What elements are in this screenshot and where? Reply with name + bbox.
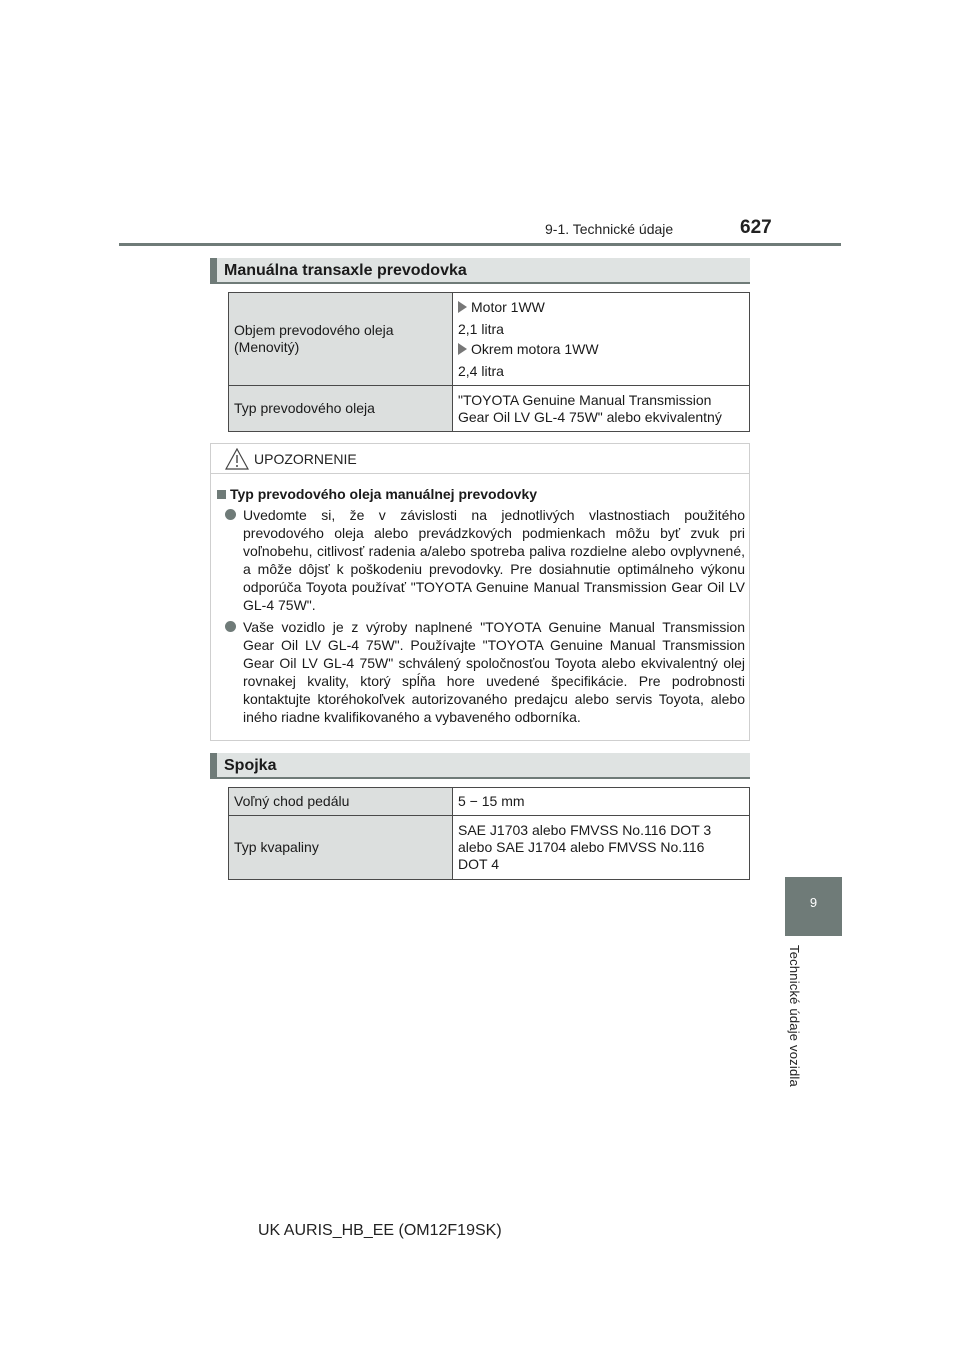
table-value-cell xyxy=(453,816,750,880)
table-label-cell: Typ kvapaliny xyxy=(229,816,453,880)
table-value-cell: 5 − 15 mm xyxy=(453,788,750,816)
chapter-tab[interactable] xyxy=(785,877,842,936)
engine-item xyxy=(458,298,744,316)
label-text: (Menovitý) xyxy=(234,339,300,355)
header-divider xyxy=(119,243,841,246)
table-value-cell xyxy=(453,386,750,432)
table-row xyxy=(229,386,750,432)
caution-bullet xyxy=(225,618,745,726)
document-code: UK AURIS_HB_EE (OM12F19SK) xyxy=(258,1222,502,1239)
table-row xyxy=(229,293,750,386)
caution-header xyxy=(211,444,749,474)
value-text: DOT 4 xyxy=(458,856,499,872)
chapter-label: Technické údaje vozidla xyxy=(787,945,802,1087)
table-label-cell: Voľný chod pedálu xyxy=(229,788,453,816)
capacity-value: 2,4 litra xyxy=(458,363,504,379)
caution-box xyxy=(210,443,750,741)
caution-subtitle xyxy=(217,486,537,502)
transmission-spec-table xyxy=(228,292,750,432)
engine-label: Okrem motora 1WW xyxy=(471,341,599,357)
section-heading-text: Spojka xyxy=(224,757,277,774)
table-value-cell xyxy=(453,293,750,386)
caution-title: UPOZORNENIE xyxy=(254,451,357,467)
bullet-dot-icon xyxy=(225,621,236,632)
chapter-number: 9 xyxy=(809,895,818,910)
triangle-bullet-icon xyxy=(458,343,467,355)
label-text: Objem prevodového oleja xyxy=(234,322,394,338)
value-text: Gear Oil LV GL-4 75W" alebo ekvivalentný xyxy=(458,408,722,425)
table-row xyxy=(229,816,750,880)
section-heading-text: Manuálna transaxle prevodovka xyxy=(224,262,467,279)
square-bullet-icon xyxy=(217,490,226,499)
warning-triangle-icon xyxy=(225,448,249,470)
caution-bullet-text: Vaše vozidlo je z výroby naplnené "TOYOTA Genuine Manual Transmission Gear Oil LV GL-4 75W". Používajte "TOYOTA Genuine Manual Transmission Gear Oil LV GL-4 75W" schválený spoločnosťou Toyota alebo ekvivalentný olej rovnakej kvality, ktorý spĺňa hore uvedené špecifikácie. Pre podrobnosti kontaktujte ktoréhokoľvek autorizovaného predajcu alebo servis Toyota, alebo iného riadne kvalifikovaného a vybaveného odborníka. xyxy=(243,619,745,725)
table-label-cell: Typ prevodového oleja xyxy=(229,386,453,432)
section-title: 9-1. Technické údaje xyxy=(545,221,674,237)
capacity-value: 2,1 litra xyxy=(458,321,504,337)
bullet-dot-icon xyxy=(225,509,236,520)
caution-bullet-text: Uvedomte si, že v závislosti na jednotlivých vlastnostiach použitého prevodového oleja alebo prevádzkových podmienkach môžu byť zvuk pri voľnobehu, citlivosť radenia a/alebo spotreba paliva rozdielne alebo ovplyvnené, a môže dôjsť k poškodeniu prevodovky. Pre dosiahnutie optimálneho výkonu odporúča Toyota používať "TOYOTA Genuine Manual Transmission Gear Oil LV GL-4 75W". xyxy=(243,507,745,613)
caution-subtitle-text: Typ prevodového oleja manuálnej prevodovky xyxy=(230,486,538,502)
value-text: SAE J1703 alebo FMVSS No.116 DOT 3 xyxy=(458,822,712,838)
caution-bullet xyxy=(225,506,745,614)
engine-label: Motor 1WW xyxy=(471,299,545,315)
triangle-bullet-icon xyxy=(458,301,467,313)
clutch-spec-table xyxy=(228,787,750,880)
section-heading-transmission xyxy=(210,258,750,284)
table-label-cell xyxy=(229,293,453,386)
value-text: alebo SAE J1704 alebo FMVSS No.116 xyxy=(458,839,705,855)
value-text: "TOYOTA Genuine Manual Transmission xyxy=(458,391,712,408)
engine-item xyxy=(458,340,744,358)
table-row xyxy=(229,788,750,816)
section-heading-clutch xyxy=(210,753,750,779)
page-number: 627 xyxy=(740,217,772,238)
